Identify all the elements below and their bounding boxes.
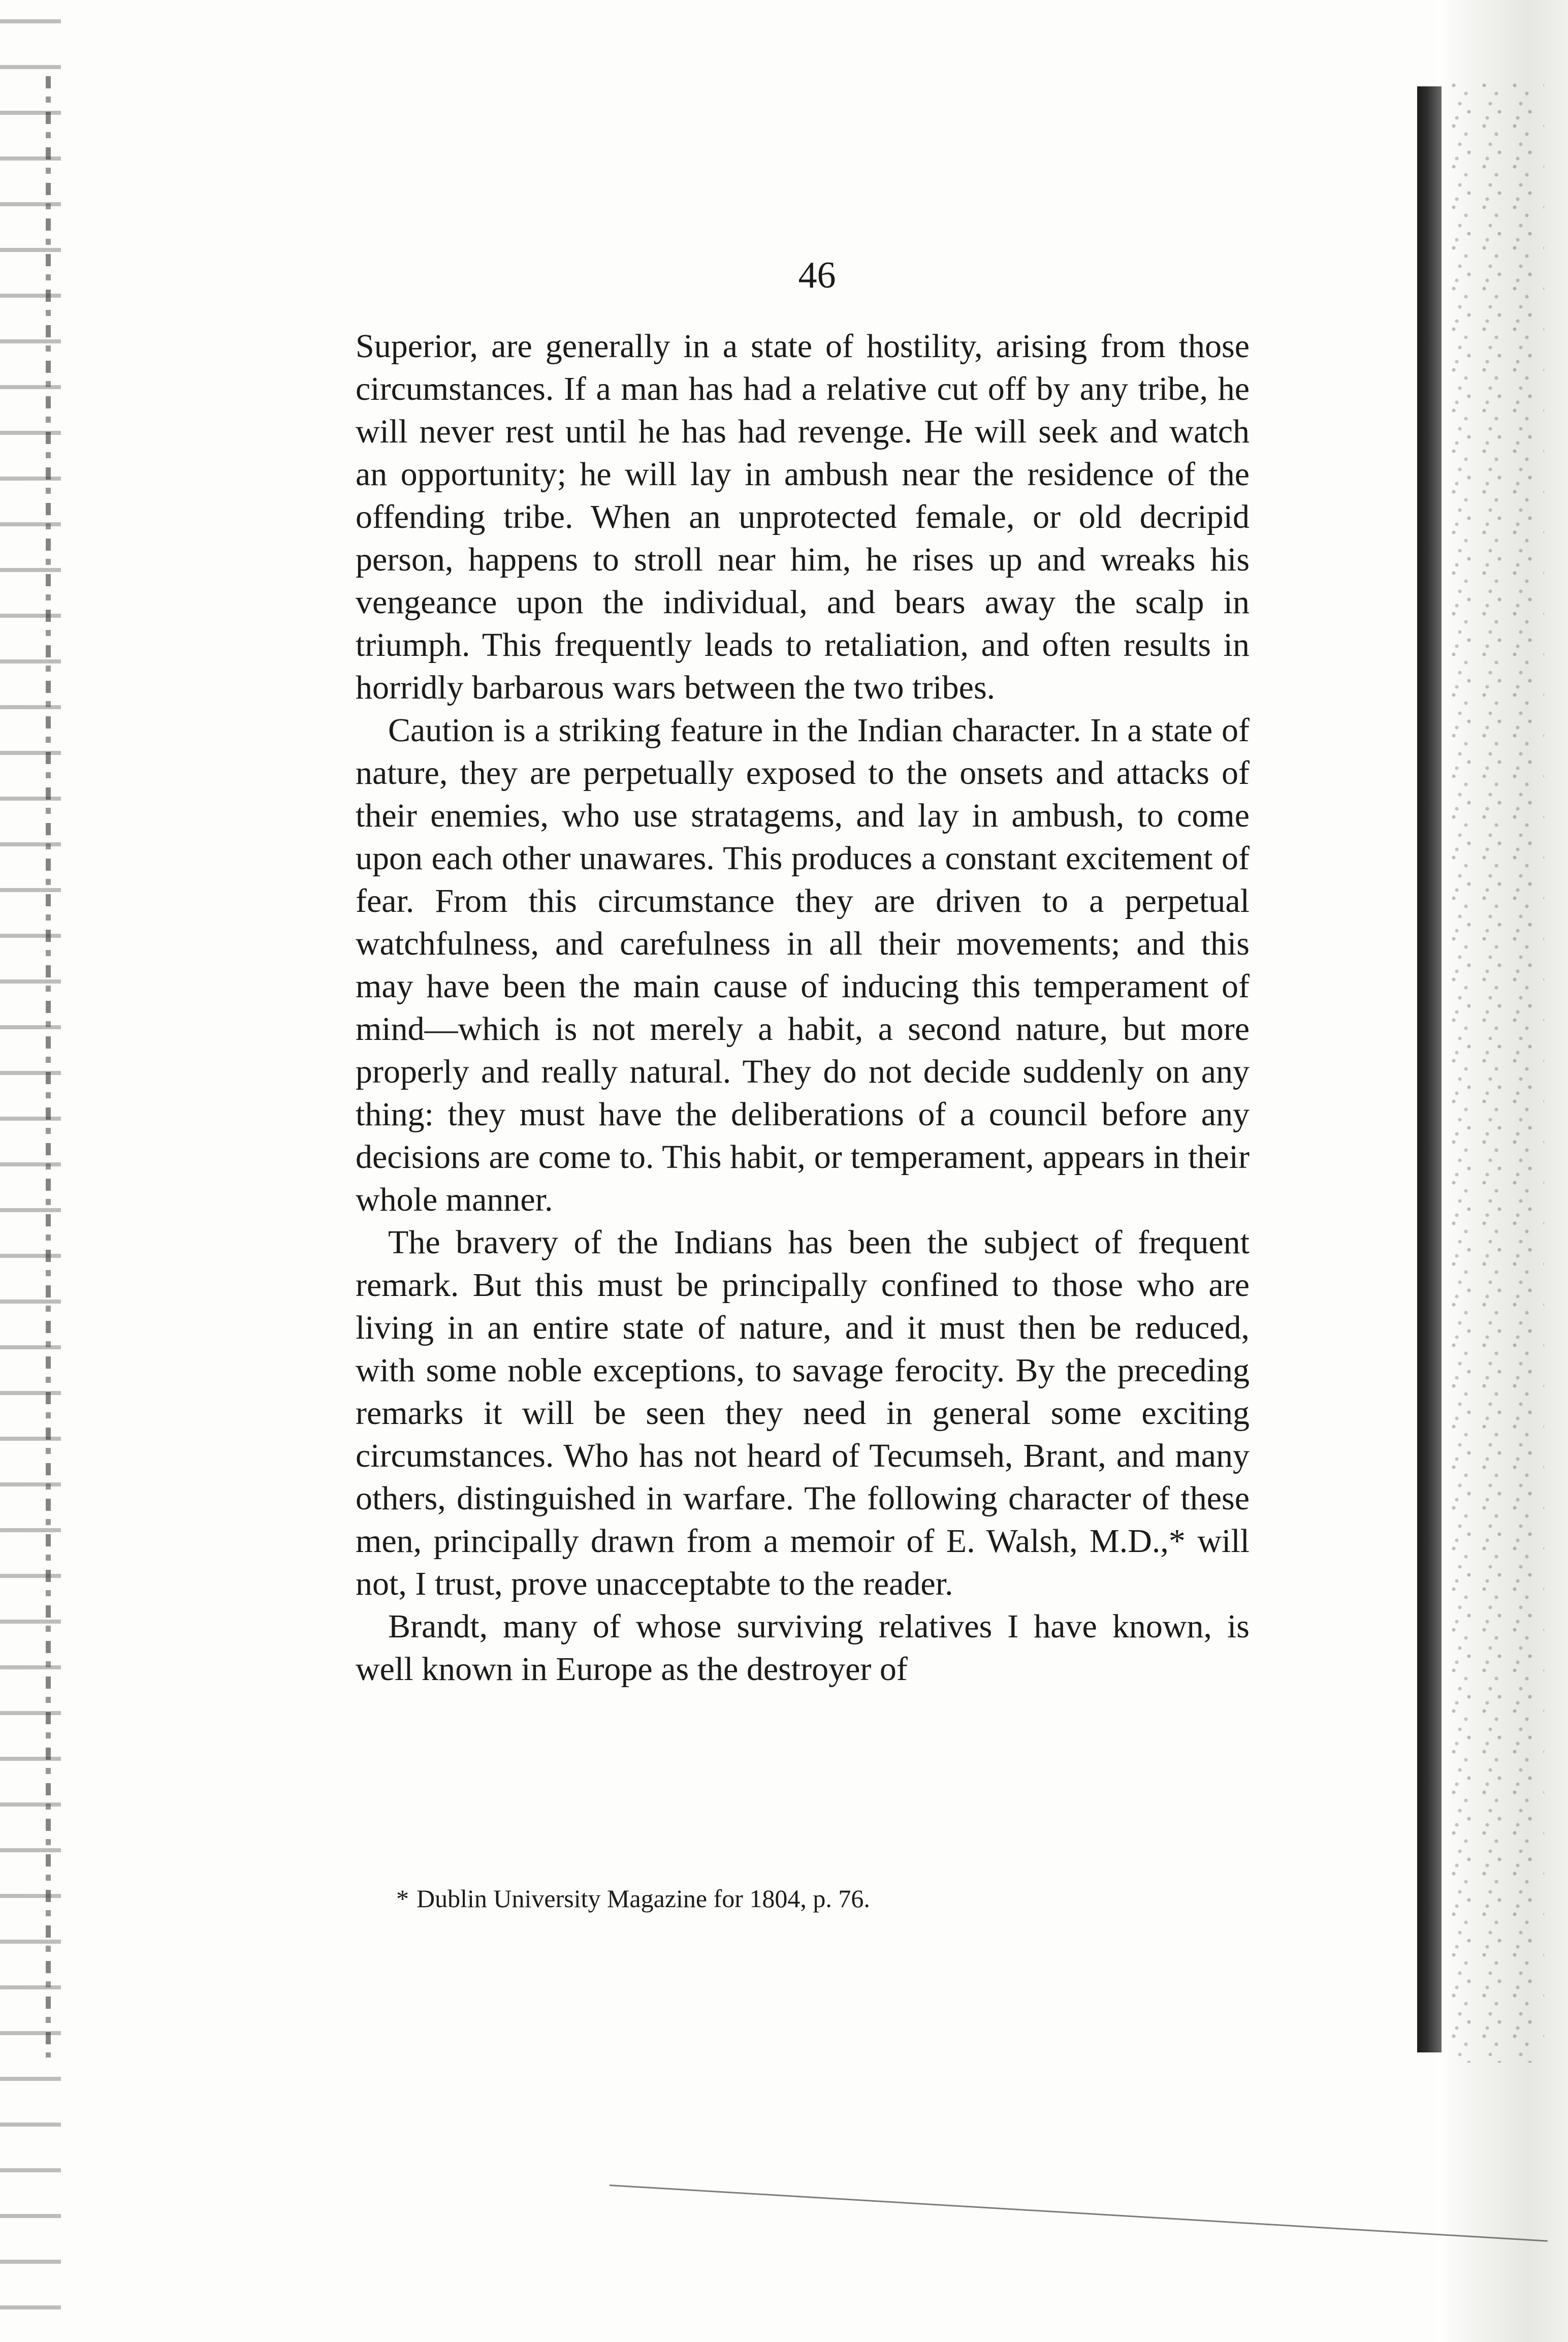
footnote-text: Dublin University Magazine for 1804, p. 76.: [417, 1884, 870, 1913]
paragraph-1: Superior, are generally in a state of hostility, arising from those circumstances. If a man has had a relative cut off by any tribe, he will never rest until he has had revenge. He will seek and watch an opportunity; he will lay in ambush near the residence of the offending tribe. When an unprotected female, or old decripid person, happens to stroll near him, he rises up and wreaks his vengeance upon the individual, and bears away the scalp in triumph. This frequently leads to retaliation, and often results in horridly barbarous wars between the two tribes.: [356, 328, 1250, 706]
left-binding-edge: [0, 0, 61, 2342]
scan-artifact-line: [610, 2185, 1548, 2242]
paragraph-3: The bravery of the Indians has been the subject of frequent remark. But this must be principally confined to those who are living in an entire state of nature, and it must then be reduced, with some noble exceptions, to savage ferocity. By the preceding remarks it will be seen they need in general some exciting circumstances. Who has not heard of Tecumseh, Brant, and many others, distinguished in warfare. The following character of these men, principally drawn from a memoir of E. Walsh, M.D.,* will not, I trust, prove unacceptabte to the reader.: [356, 1224, 1250, 1602]
paragraph-2: Caution is a striking feature in the Indian character. In a state of nature, they are perpetually exposed to the onsets and attacks of their enemies, who use stratagems, and lay in ambush, to come upon each other unawares. This produces a constant excitement of fear. From this circumstance they are driven to a perpetual watchfulness, and carefulness in all their movements; and this may have been the main cause of inducing this temperament of mind—which is not merely a habit, a second nature, but more properly and really natural. They do not decide suddenly on any thing: they must have the deliberations of a council before any decisions are come to. This habit, or temperament, appears in their whole manner.: [356, 712, 1250, 1218]
left-margin-rule: [46, 76, 51, 2058]
scan-speckle: [1448, 81, 1544, 2063]
body-text: [356, 325, 1250, 1691]
page-number: 46: [798, 255, 836, 296]
footnote: [396, 1882, 1209, 1915]
paragraph-4: Brandt, many of whose surviving relatives I have known, is well known in Europe as the destroyer of: [356, 1608, 1250, 1688]
book-spine-shadow: [1417, 86, 1442, 2052]
footnote-marker: *: [396, 1884, 409, 1913]
